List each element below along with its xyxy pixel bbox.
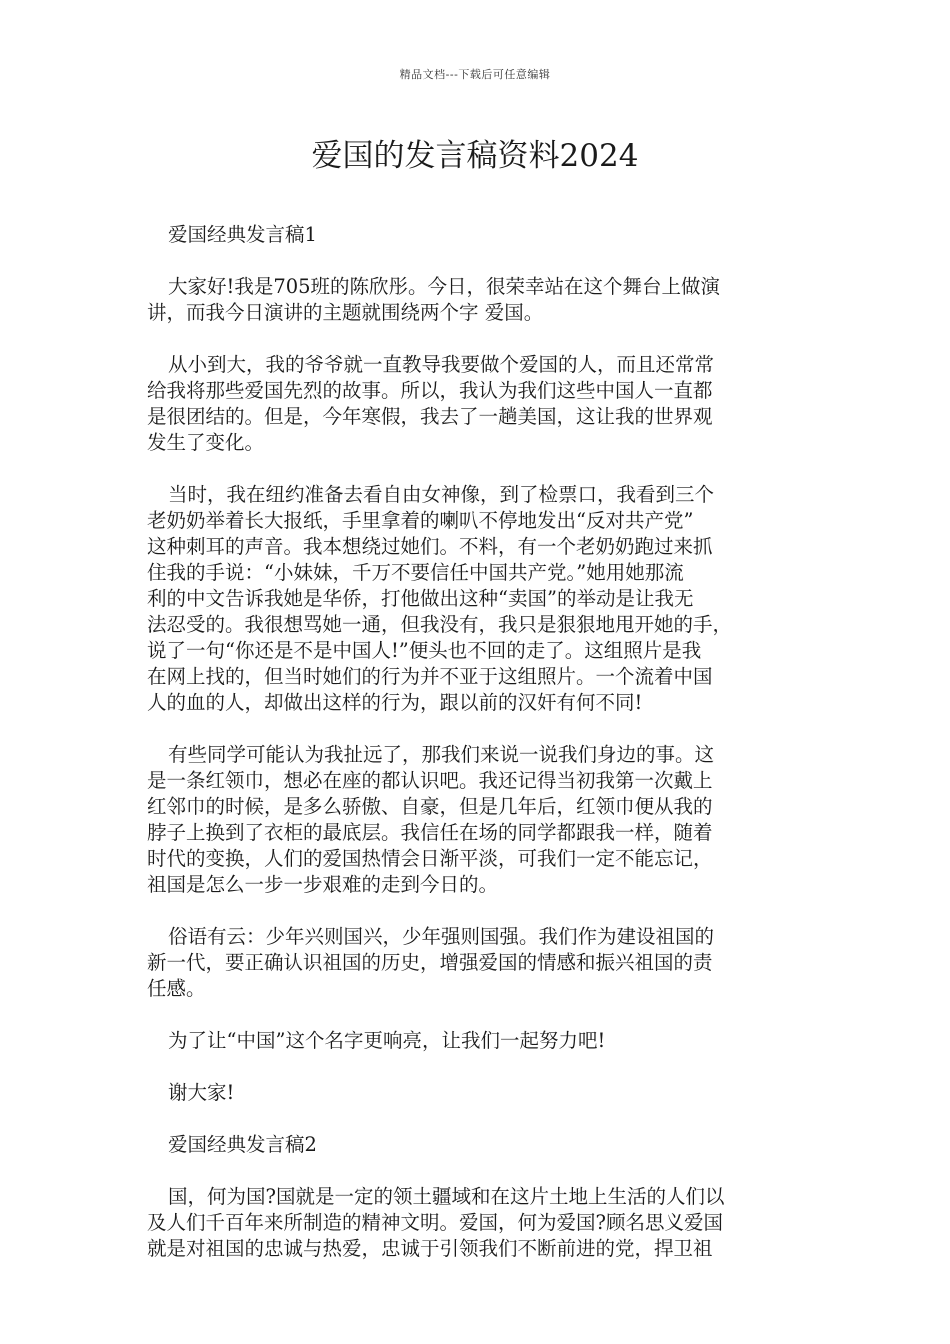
- paragraph: 当时，我在纽约准备去看自由女神像，到了检票口，我看到三个 老奶奶举着长大报纸，手里拿着的喇叭不停地发出“反对共产党” 这种刺耳的声音。我本想绕过她们。不料，有一个老奶奶跑过来抓 住我的手说：“小妹妹，千万不要信任中国共产党。”她用她那流 利的中文告诉我她是华侨，打他做出这种“卖国”的举动是让我无 法忍受的。我很想骂她一通，但我没有，我只是狠狠地甩开她的手， 说了一句“你还是不是中国人!”便头也不回的走了。这组照片是我 在网上找的，但当时她们的行为并不亚于这组照片。一个流着中国 人的血的人，却做出这样的行为，跟以前的汉奸有何不同!: [147, 483, 733, 714]
- paragraph: 谢大家!: [168, 1081, 235, 1104]
- document-title: 爱国的发言稿资料2024: [311, 138, 639, 174]
- paragraph: 有些同学可能认为我扯远了，那我们来说一说我们身边的事。这 是一条红领巾，想必在座的都认识吧。我还记得当初我第一次戴上 红邻巾的时候，是多么骄傲、自豪，但是几年后，红领巾便从我的 脖子上换到了衣柜的最底层。我信任在场的同学都跟我一样，随着 时代的变换，人们的爱国热情会日渐平淡，可我们一定不能忘记， 祖国是怎么一步一步艰难的走到今日的。: [147, 743, 715, 896]
- paragraph: 大家好!我是705班的陈欣彤。今日，很荣幸站在这个舞台上做演 讲，而我今日演讲的主题就围绕两个字 爱国。: [147, 275, 721, 324]
- paragraph: 为了让“中国”这个名字更响亮，让我们一起努力吧!: [168, 1029, 606, 1052]
- header-note: 精品文档---下载后可任意编辑: [399, 68, 551, 81]
- paragraph: 国，何为国?国就是一定的领土疆域和在这片土地上生活的人们以 及人们千百年来所制造的精神文明。爱国，何为爱国?顾名思义爱国 就是对祖国的忠诚与热爱，忠诚于引领我们不断前进的党，捍卫祖: [147, 1185, 725, 1260]
- section-heading-2: 爱国经典发言稿2: [168, 1133, 317, 1156]
- paragraph: 俗语有云：少年兴则国兴，少年强则国强。我们作为建设祖国的 新一代，要正确认识祖国的历史，增强爱国的情感和振兴祖国的责 任感。: [147, 925, 715, 1000]
- paragraph: 从小到大，我的爷爷就一直教导我要做个爱国的人，而且还常常 给我将那些爱国先烈的故事。所以，我认为我们这些中国人一直都 是很团结的。但是，今年寒假，我去了一趟美国，这让我的世界观 发生了变化。: [147, 353, 715, 454]
- document-body: [147, 222, 819, 1288]
- section-heading-1: 爱国经典发言稿1: [168, 223, 317, 246]
